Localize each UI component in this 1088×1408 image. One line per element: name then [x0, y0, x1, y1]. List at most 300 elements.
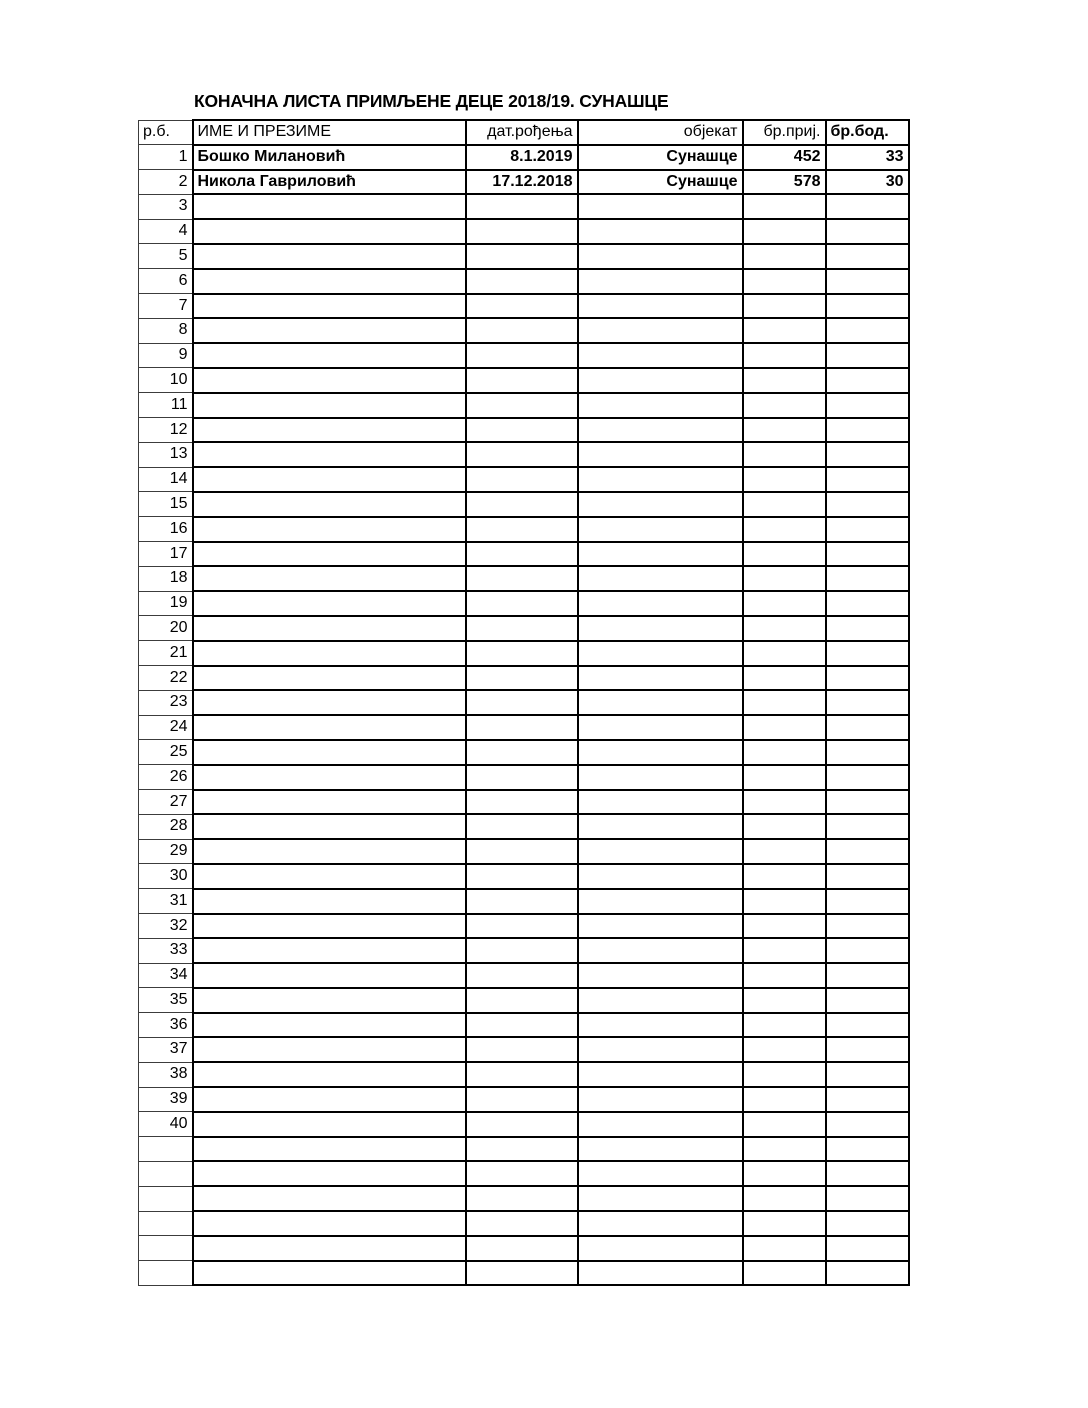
row-number-cell: 15	[139, 492, 193, 517]
table-row	[139, 690, 909, 715]
row-number-cell: 3	[139, 194, 193, 219]
row-number-cell: 20	[139, 616, 193, 641]
name-cell	[193, 839, 466, 864]
name-cell	[193, 1062, 466, 1087]
row-number-cell: 13	[139, 442, 193, 467]
points-cell	[826, 1161, 909, 1186]
points-cell	[826, 442, 909, 467]
row-number-cell: 28	[139, 814, 193, 839]
points-cell	[826, 790, 909, 815]
birth-date-cell	[466, 517, 578, 542]
table-row	[139, 1261, 909, 1286]
birth-date-cell	[466, 1236, 578, 1261]
row-number-cell: 5	[139, 244, 193, 269]
table-row	[139, 1013, 909, 1038]
application-no-cell	[743, 294, 826, 319]
row-number-cell	[139, 1161, 193, 1186]
row-number-cell: 24	[139, 715, 193, 740]
birth-date-cell	[466, 442, 578, 467]
name-cell	[193, 1161, 466, 1186]
points-cell	[826, 318, 909, 343]
table-row	[139, 1087, 909, 1112]
name-cell	[193, 393, 466, 418]
points-cell	[826, 244, 909, 269]
application-no-cell: 452	[743, 145, 826, 170]
facility-cell	[578, 219, 743, 244]
facility-cell	[578, 442, 743, 467]
name-cell	[193, 938, 466, 963]
name-cell	[193, 318, 466, 343]
birth-date-cell	[466, 368, 578, 393]
table-row	[139, 294, 909, 319]
table-row	[139, 1161, 909, 1186]
name-cell	[193, 467, 466, 492]
facility-cell	[578, 641, 743, 666]
application-no-cell	[743, 988, 826, 1013]
birth-date-cell	[466, 467, 578, 492]
application-no-cell	[743, 914, 826, 939]
facility-cell	[578, 938, 743, 963]
application-no-cell	[743, 1062, 826, 1087]
row-number-cell: 36	[139, 1013, 193, 1038]
table-row	[139, 1112, 909, 1137]
name-cell	[193, 1013, 466, 1038]
table-row	[139, 963, 909, 988]
facility-cell	[578, 988, 743, 1013]
facility-cell	[578, 616, 743, 641]
birth-date-cell	[466, 914, 578, 939]
facility-cell	[578, 343, 743, 368]
name-cell	[193, 1037, 466, 1062]
birth-date-cell	[466, 343, 578, 368]
facility-cell	[578, 318, 743, 343]
header-row	[139, 120, 909, 145]
points-cell	[826, 1112, 909, 1137]
points-cell	[826, 1087, 909, 1112]
table-row	[139, 244, 909, 269]
points-cell	[826, 492, 909, 517]
points-cell	[826, 1211, 909, 1236]
application-no-cell	[743, 1112, 826, 1137]
table-row	[139, 790, 909, 815]
table-row	[139, 542, 909, 567]
facility-cell	[578, 1211, 743, 1236]
facility-cell	[578, 914, 743, 939]
row-number-cell: 7	[139, 294, 193, 319]
application-no-cell	[743, 517, 826, 542]
points-cell: 33	[826, 145, 909, 170]
points-cell	[826, 1236, 909, 1261]
name-cell	[193, 492, 466, 517]
birth-date-cell	[466, 418, 578, 443]
points-cell	[826, 740, 909, 765]
name-cell	[193, 641, 466, 666]
table-row	[139, 418, 909, 443]
birth-date-cell: 17.12.2018	[466, 170, 578, 195]
row-number-cell: 31	[139, 889, 193, 914]
row-number-cell: 2	[139, 170, 193, 195]
row-number-cell	[139, 1261, 193, 1286]
birth-date-cell	[466, 839, 578, 864]
facility-cell	[578, 517, 743, 542]
page-title: КОНАЧНА ЛИСТА ПРИМЉЕНЕ ДЕЦЕ 2018/19. СУНАШЦЕ	[194, 91, 669, 111]
table-row	[139, 988, 909, 1013]
birth-date-cell: 8.1.2019	[466, 145, 578, 170]
birth-date-cell	[466, 542, 578, 567]
row-number-cell: 34	[139, 963, 193, 988]
points-cell	[826, 591, 909, 616]
row-number-cell: 19	[139, 591, 193, 616]
row-number-cell: 27	[139, 790, 193, 815]
table-row	[139, 666, 909, 691]
application-no-cell	[743, 690, 826, 715]
birth-date-cell	[466, 1161, 578, 1186]
points-cell	[826, 814, 909, 839]
row-number-cell: 39	[139, 1087, 193, 1112]
application-no-cell	[743, 790, 826, 815]
name-cell	[193, 244, 466, 269]
facility-cell	[578, 889, 743, 914]
table-row	[139, 566, 909, 591]
row-number-cell: 33	[139, 938, 193, 963]
points-cell	[826, 467, 909, 492]
facility-cell	[578, 864, 743, 889]
name-cell	[193, 914, 466, 939]
table-row	[139, 145, 909, 170]
points-cell	[826, 393, 909, 418]
table-row	[139, 219, 909, 244]
facility-cell	[578, 790, 743, 815]
row-number-cell	[139, 1236, 193, 1261]
facility-cell: Сунашце	[578, 145, 743, 170]
row-number-cell: 1	[139, 145, 193, 170]
application-no-cell	[743, 715, 826, 740]
row-number-cell: 4	[139, 219, 193, 244]
points-cell	[826, 690, 909, 715]
name-cell	[193, 343, 466, 368]
name-cell	[193, 1236, 466, 1261]
application-no-cell	[743, 492, 826, 517]
birth-date-cell	[466, 814, 578, 839]
row-number-cell: 32	[139, 914, 193, 939]
points-cell	[826, 343, 909, 368]
points-cell	[826, 988, 909, 1013]
points-cell	[826, 765, 909, 790]
table-row	[139, 1037, 909, 1062]
table-row	[139, 393, 909, 418]
name-cell	[193, 1112, 466, 1137]
points-cell	[826, 864, 909, 889]
birth-date-cell	[466, 889, 578, 914]
row-number-cell	[139, 1137, 193, 1162]
table-row	[139, 864, 909, 889]
application-no-cell	[743, 269, 826, 294]
application-no-cell	[743, 393, 826, 418]
row-number-cell: 17	[139, 542, 193, 567]
points-cell	[826, 269, 909, 294]
birth-date-cell	[466, 492, 578, 517]
application-no-cell	[743, 814, 826, 839]
admitted-children-table	[138, 119, 910, 1286]
birth-date-cell	[466, 244, 578, 269]
application-no-cell	[743, 864, 826, 889]
row-number-cell: 10	[139, 368, 193, 393]
points-cell	[826, 641, 909, 666]
application-no-cell	[743, 1037, 826, 1062]
col-header-name: ИМЕ И ПРЕЗИМЕ	[193, 120, 466, 145]
points-cell: 30	[826, 170, 909, 195]
name-cell	[193, 368, 466, 393]
birth-date-cell	[466, 790, 578, 815]
table-row	[139, 1186, 909, 1211]
table-row	[139, 269, 909, 294]
birth-date-cell	[466, 591, 578, 616]
points-cell	[826, 1137, 909, 1162]
facility-cell	[578, 368, 743, 393]
facility-cell	[578, 690, 743, 715]
points-cell	[826, 1261, 909, 1286]
birth-date-cell	[466, 194, 578, 219]
facility-cell	[578, 1037, 743, 1062]
points-cell	[826, 616, 909, 641]
col-header-application-no: бр.приј.	[743, 120, 826, 145]
application-no-cell	[743, 368, 826, 393]
facility-cell	[578, 1112, 743, 1137]
application-no-cell	[743, 839, 826, 864]
points-cell	[826, 1186, 909, 1211]
birth-date-cell	[466, 765, 578, 790]
birth-date-cell	[466, 566, 578, 591]
table-row	[139, 343, 909, 368]
name-cell	[193, 566, 466, 591]
birth-date-cell	[466, 1013, 578, 1038]
application-no-cell	[743, 641, 826, 666]
name-cell	[193, 963, 466, 988]
name-cell	[193, 666, 466, 691]
facility-cell	[578, 1161, 743, 1186]
table-row	[139, 591, 909, 616]
application-no-cell	[743, 963, 826, 988]
application-no-cell	[743, 616, 826, 641]
facility-cell	[578, 814, 743, 839]
col-header-birth-date: дат.рођења	[466, 120, 578, 145]
row-number-cell: 16	[139, 517, 193, 542]
name-cell	[193, 889, 466, 914]
name-cell	[193, 442, 466, 467]
row-number-cell: 23	[139, 690, 193, 715]
row-number-cell: 29	[139, 839, 193, 864]
application-no-cell	[743, 1013, 826, 1038]
table-row	[139, 740, 909, 765]
facility-cell	[578, 294, 743, 319]
birth-date-cell	[466, 938, 578, 963]
table-row	[139, 914, 909, 939]
facility-cell	[578, 269, 743, 294]
birth-date-cell	[466, 1062, 578, 1087]
facility-cell	[578, 591, 743, 616]
table-row	[139, 517, 909, 542]
birth-date-cell	[466, 393, 578, 418]
name-cell	[193, 418, 466, 443]
name-cell	[193, 1261, 466, 1286]
table-row	[139, 442, 909, 467]
birth-date-cell	[466, 294, 578, 319]
application-no-cell	[743, 1137, 826, 1162]
facility-cell	[578, 715, 743, 740]
table-row	[139, 814, 909, 839]
application-no-cell	[743, 318, 826, 343]
facility-cell	[578, 1087, 743, 1112]
name-cell	[193, 591, 466, 616]
row-number-cell: 26	[139, 765, 193, 790]
application-no-cell: 578	[743, 170, 826, 195]
points-cell	[826, 938, 909, 963]
row-number-cell: 37	[139, 1037, 193, 1062]
col-header-points: бр.бод.	[826, 120, 909, 145]
birth-date-cell	[466, 963, 578, 988]
application-no-cell	[743, 1261, 826, 1286]
facility-cell	[578, 1236, 743, 1261]
birth-date-cell	[466, 864, 578, 889]
table-row	[139, 1062, 909, 1087]
birth-date-cell	[466, 1137, 578, 1162]
application-no-cell	[743, 467, 826, 492]
name-cell: Никола Гавриловић	[193, 170, 466, 195]
name-cell	[193, 690, 466, 715]
name-cell	[193, 765, 466, 790]
points-cell	[826, 368, 909, 393]
points-cell	[826, 1062, 909, 1087]
birth-date-cell	[466, 616, 578, 641]
row-number-cell	[139, 1211, 193, 1236]
table-row	[139, 1211, 909, 1236]
name-cell	[193, 269, 466, 294]
name-cell	[193, 790, 466, 815]
table-row	[139, 938, 909, 963]
application-no-cell	[743, 343, 826, 368]
name-cell	[193, 194, 466, 219]
name-cell	[193, 988, 466, 1013]
table-row	[139, 1137, 909, 1162]
col-header-facility: објекат	[578, 120, 743, 145]
facility-cell	[578, 765, 743, 790]
row-number-cell: 9	[139, 343, 193, 368]
birth-date-cell	[466, 318, 578, 343]
points-cell	[826, 294, 909, 319]
name-cell	[193, 814, 466, 839]
facility-cell	[578, 244, 743, 269]
facility-cell	[578, 194, 743, 219]
row-number-cell: 11	[139, 393, 193, 418]
application-no-cell	[743, 1161, 826, 1186]
birth-date-cell	[466, 269, 578, 294]
application-no-cell	[743, 244, 826, 269]
table-row	[139, 839, 909, 864]
birth-date-cell	[466, 1087, 578, 1112]
facility-cell	[578, 666, 743, 691]
application-no-cell	[743, 765, 826, 790]
birth-date-cell	[466, 219, 578, 244]
facility-cell	[578, 839, 743, 864]
table-row	[139, 715, 909, 740]
application-no-cell	[743, 566, 826, 591]
row-number-cell: 12	[139, 418, 193, 443]
birth-date-cell	[466, 1186, 578, 1211]
points-cell	[826, 914, 909, 939]
row-number-cell: 35	[139, 988, 193, 1013]
application-no-cell	[743, 1087, 826, 1112]
application-no-cell	[743, 1211, 826, 1236]
name-cell	[193, 517, 466, 542]
facility-cell	[578, 1186, 743, 1211]
application-no-cell	[743, 442, 826, 467]
facility-cell	[578, 492, 743, 517]
points-cell	[826, 517, 909, 542]
row-number-cell: 25	[139, 740, 193, 765]
row-number-cell: 8	[139, 318, 193, 343]
application-no-cell	[743, 418, 826, 443]
facility-cell	[578, 1062, 743, 1087]
birth-date-cell	[466, 1112, 578, 1137]
points-cell	[826, 1013, 909, 1038]
table-row	[139, 765, 909, 790]
name-cell	[193, 1087, 466, 1112]
application-no-cell	[743, 666, 826, 691]
name-cell	[193, 1186, 466, 1211]
points-cell	[826, 566, 909, 591]
row-number-cell: 18	[139, 566, 193, 591]
birth-date-cell	[466, 988, 578, 1013]
birth-date-cell	[466, 1261, 578, 1286]
table-row	[139, 194, 909, 219]
name-cell	[193, 542, 466, 567]
table-row	[139, 492, 909, 517]
name-cell	[193, 616, 466, 641]
table-row	[139, 1236, 909, 1261]
birth-date-cell	[466, 666, 578, 691]
points-cell	[826, 715, 909, 740]
points-cell	[826, 963, 909, 988]
application-no-cell	[743, 740, 826, 765]
birth-date-cell	[466, 1037, 578, 1062]
row-number-cell	[139, 1186, 193, 1211]
row-number-cell: 38	[139, 1062, 193, 1087]
table-row	[139, 318, 909, 343]
table-row	[139, 170, 909, 195]
application-no-cell	[743, 938, 826, 963]
application-no-cell	[743, 542, 826, 567]
facility-cell	[578, 740, 743, 765]
row-number-cell: 14	[139, 467, 193, 492]
row-number-cell: 22	[139, 666, 193, 691]
application-no-cell	[743, 1236, 826, 1261]
application-no-cell	[743, 219, 826, 244]
facility-cell: Сунашце	[578, 170, 743, 195]
birth-date-cell	[466, 1211, 578, 1236]
points-cell	[826, 666, 909, 691]
name-cell	[193, 740, 466, 765]
name-cell: Бошко Милановић	[193, 145, 466, 170]
points-cell	[826, 542, 909, 567]
table-row	[139, 616, 909, 641]
application-no-cell	[743, 1186, 826, 1211]
table-row	[139, 467, 909, 492]
facility-cell	[578, 1013, 743, 1038]
col-header-row-number: р.б.	[139, 120, 193, 145]
name-cell	[193, 219, 466, 244]
table-row	[139, 889, 909, 914]
name-cell	[193, 1211, 466, 1236]
